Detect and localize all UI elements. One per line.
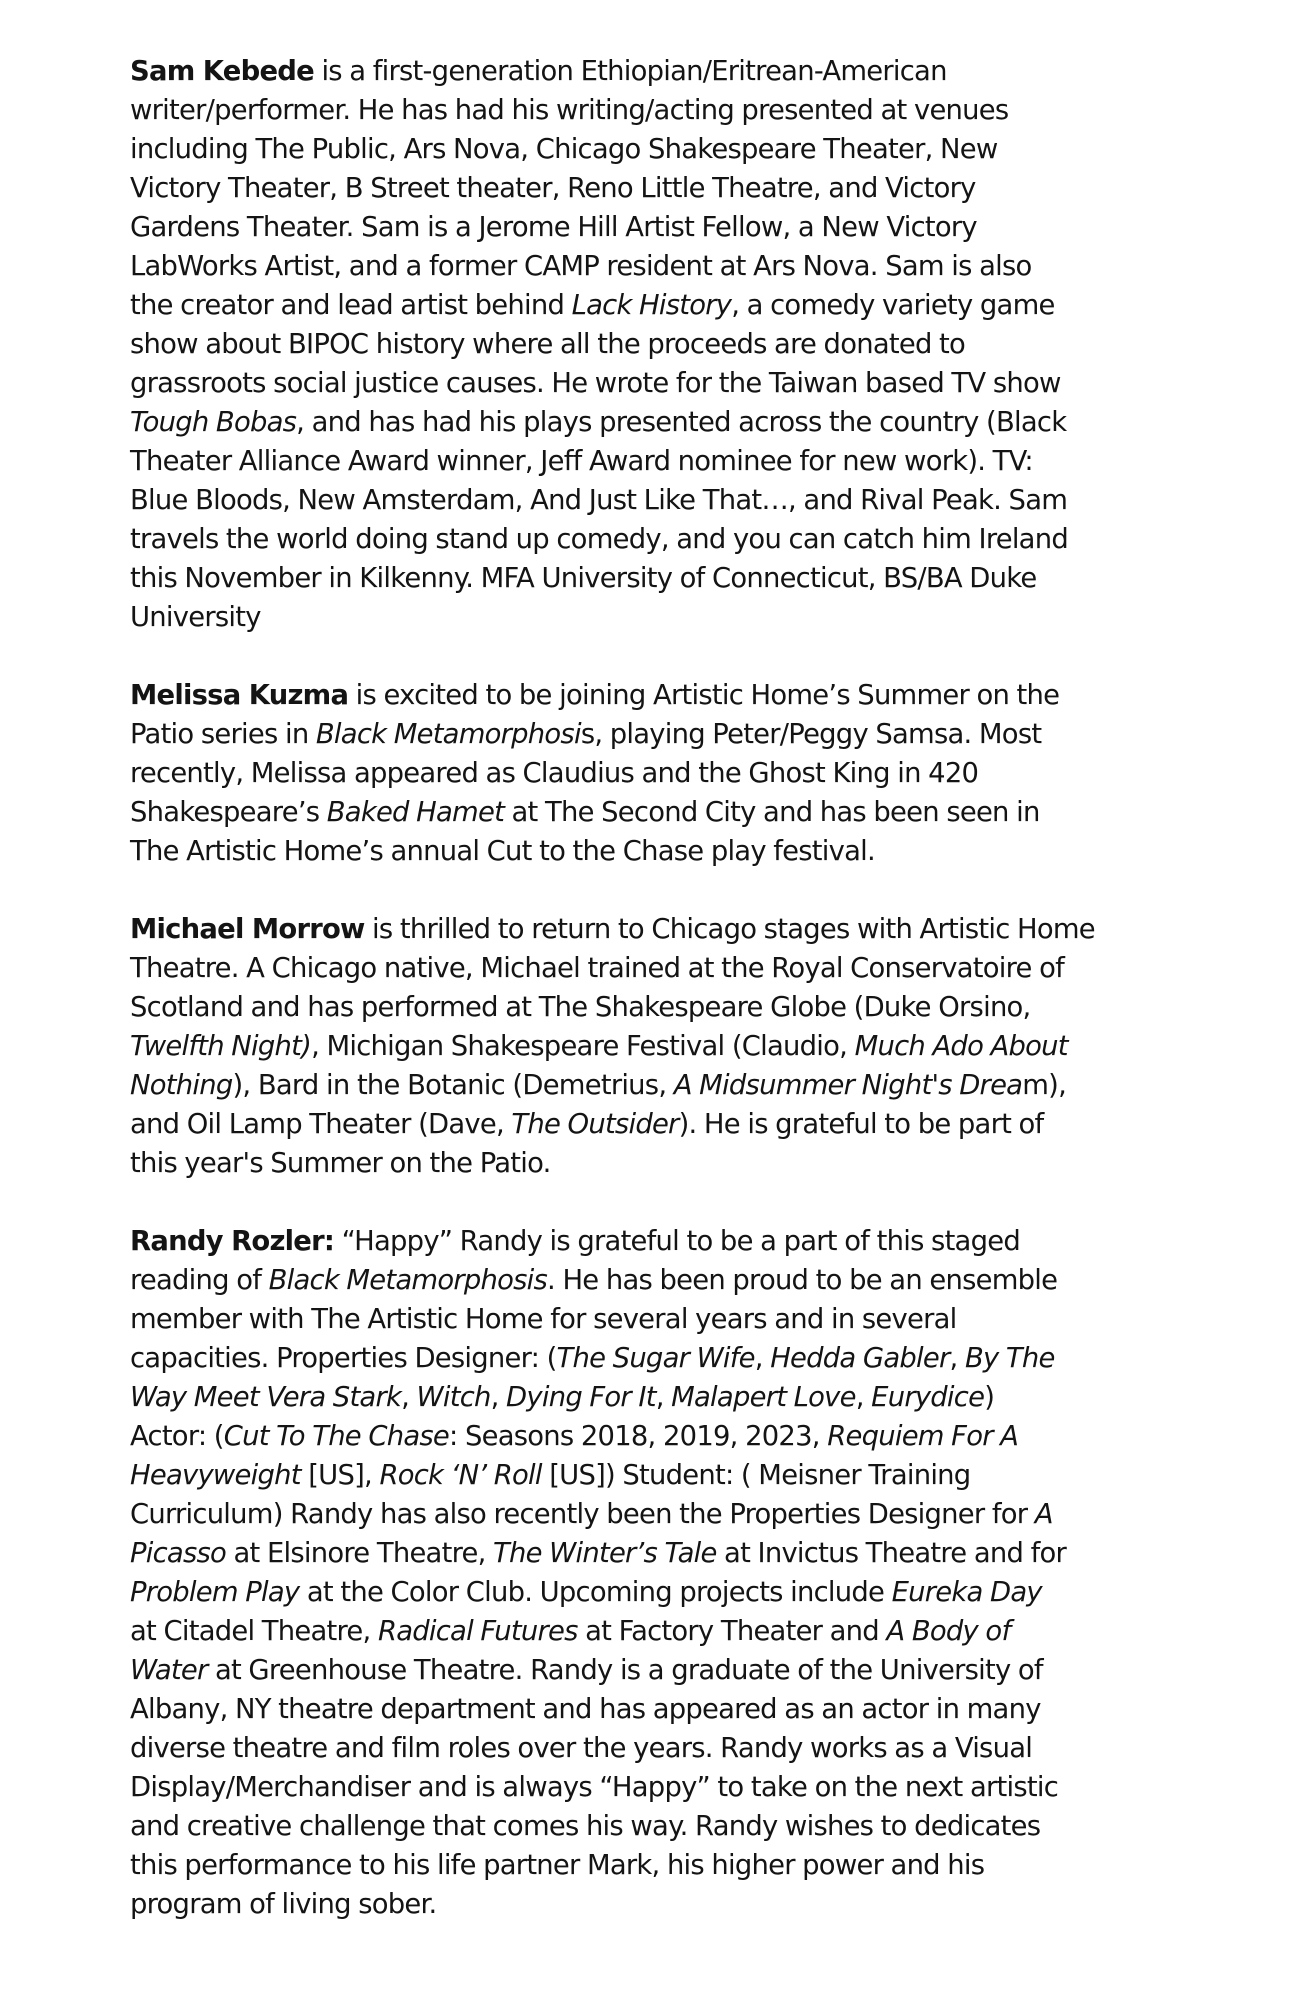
bio-name: Sam Kebede xyxy=(130,56,314,87)
bio-title-italic: Twelfth Night) xyxy=(130,1031,312,1062)
bio-paragraph xyxy=(130,1222,1194,1924)
bio-text: [US], xyxy=(300,1460,380,1491)
bio-paragraph xyxy=(130,676,1194,871)
bio-title-italic: Rock ‘N’ Roll xyxy=(379,1460,542,1491)
bio-title-italic: A Body of Water xyxy=(130,1616,1011,1686)
bio-title-italic: Malapert Love xyxy=(671,1382,856,1413)
bio-title-italic: Baked Hamet xyxy=(326,797,505,828)
bio-title-italic: Radical Futures xyxy=(377,1616,578,1647)
bio-text: at the Color Club. Upcoming projects include xyxy=(299,1577,892,1608)
bio-text: is a first-generation Ethiopian/Eritrean-American writer/performer. He has had his writing/acting presented at venues including The Public, Ars Nova, Chicago Shakespeare Theater, New Victory Theater, B Street theater, Reno Little Theatre, and Victory Gardens Theater. Sam is a Jerome Hill Artist Fellow, a New Victory LabWorks Artist, and a former CAMP resident at Ars Nova. Sam is also the creator and lead artist behind xyxy=(130,56,1032,321)
bio-text: , xyxy=(490,1382,507,1413)
bio-text: , xyxy=(754,1343,771,1374)
bio-paragraph xyxy=(130,52,1194,637)
bio-text: , xyxy=(855,1382,872,1413)
bio-text: , xyxy=(949,1343,965,1374)
bio-text: ) Actor: ( xyxy=(130,1382,995,1452)
bio-title-italic: Requiem For A Heavyweight xyxy=(130,1421,1019,1491)
bio-text: [US]) Student: ( Meisner Training Curriculum) Randy has also recently been the Properties Designer for xyxy=(130,1460,1028,1530)
bio-text: , xyxy=(401,1382,417,1413)
bio-text: at Greenhouse Theatre. Randy is a graduate of the University of Albany, NY theatre department and has appeared as an actor in many diverse theatre and film roles over the years. Randy works as a Visual Display/Merchandiser and is always “Happy” to take on the next artistic and creative challenge that comes his way. Randy wishes to dedicates this performance to his life partner Mark, his higher power and his program of living sober. xyxy=(130,1655,1059,1920)
bio-title-italic: The Outsider xyxy=(511,1109,679,1140)
bio-title-italic: The Sugar Wife xyxy=(556,1343,755,1374)
bio-text: m), and Oil Lamp Theater (Dave, xyxy=(130,1070,1067,1140)
bio-text: at Factory Theater and xyxy=(577,1616,887,1647)
bio-title-italic: By The Way Meet Vera Stark xyxy=(130,1343,1055,1413)
bio-name: Melissa Kuzma xyxy=(130,680,349,711)
bio-text: at Citadel Theatre, xyxy=(130,1616,371,1647)
bio-title-italic: Problem Play xyxy=(130,1577,300,1608)
bio-text: ), Bard in the Botanic (Demetrius, xyxy=(232,1070,674,1101)
bio-title-italic: A Picasso xyxy=(130,1499,1053,1569)
bio-title-italic: Cut To The Chase xyxy=(223,1421,450,1452)
bio-text: : Seasons 2018, 2019, 2023, xyxy=(449,1421,828,1452)
bio-title-italic: A Midsummer Night's Drea xyxy=(673,1070,1023,1101)
bio-title-italic: The Winter’s Tale xyxy=(493,1538,717,1569)
bio-text: at Invictus Theatre and for xyxy=(724,1538,1067,1569)
bio-title-italic: Eureka Day xyxy=(891,1577,1042,1608)
bio-text: at Elsinore Theatre, xyxy=(226,1538,493,1569)
bio-list xyxy=(130,52,1194,1924)
bio-text: , Michigan Shakespeare Festival (Claudio, xyxy=(311,1031,855,1062)
bio-text: , a comedy variety game show about BIPOC history where all the proceeds are donated to grassroots social justice causes. He wrote for the Taiwan based TV show xyxy=(130,290,1061,399)
bio-name: Michael Morrow xyxy=(130,914,365,945)
bio-title-italic: Witch xyxy=(416,1382,491,1413)
bio-name: Randy Rozler: xyxy=(130,1226,335,1257)
bio-title-italic: Eurydice xyxy=(871,1382,985,1413)
bio-title-italic: Black Metamorphosis xyxy=(268,1265,548,1296)
bio-text: ). He is grateful to be part of this year's Summer on the Patio. xyxy=(130,1109,1044,1179)
bio-title-italic: Lack History xyxy=(571,290,732,321)
bio-text: . He has been proud to be an ensemble member with The Artistic Home for several years and in several capacities. Properties Designer: ( xyxy=(130,1265,1058,1374)
bio-text: “Happy” Randy is grateful to be a part of this staged reading of xyxy=(130,1226,1020,1296)
bio-title-italic: Hedda Gabler xyxy=(770,1343,950,1374)
bio-text: , and has had his plays presented across the country (Black Theater Alliance Award winner, Jeff Award nominee for new work). TV: Blue Bloods, New Amsterdam, And Just Like That…, and Rival Peak. Sam travels the world doing stand up comedy, and you can catch him Ireland this November in Kilkenny. MFA University of Connecticut, BS/BA Duke University xyxy=(130,407,1068,633)
bio-title-italic: Tough Bobas xyxy=(130,407,297,438)
bio-text: is thrilled to return to Chicago stages with Artistic Home Theatre. A Chicago native, Michael trained at the Royal Conservatoire of Scotland and has performed at The Shakespeare Globe (Duke Orsino, xyxy=(130,914,1095,1023)
bio-title-italic: Black Metamorphosi xyxy=(315,719,581,750)
bio-text: s, playing Peter/Peggy Samsa. Most recently, Melissa appeared as Claudius and the Ghost King in 420 Shakespeare’s xyxy=(130,719,1042,828)
bio-title-italic: Much Ado About Nothing xyxy=(130,1031,1068,1101)
bio-text: is excited to be joining Artistic Home’s Summer on the Patio series in xyxy=(130,680,1060,750)
bio-paragraph xyxy=(130,910,1194,1183)
bio-text: at The Second City and has been seen in The Artistic Home’s annual Cut to the Chase play festival. xyxy=(130,797,1040,867)
bio-title-italic: Dying For It xyxy=(506,1382,656,1413)
bio-text: , xyxy=(655,1382,672,1413)
